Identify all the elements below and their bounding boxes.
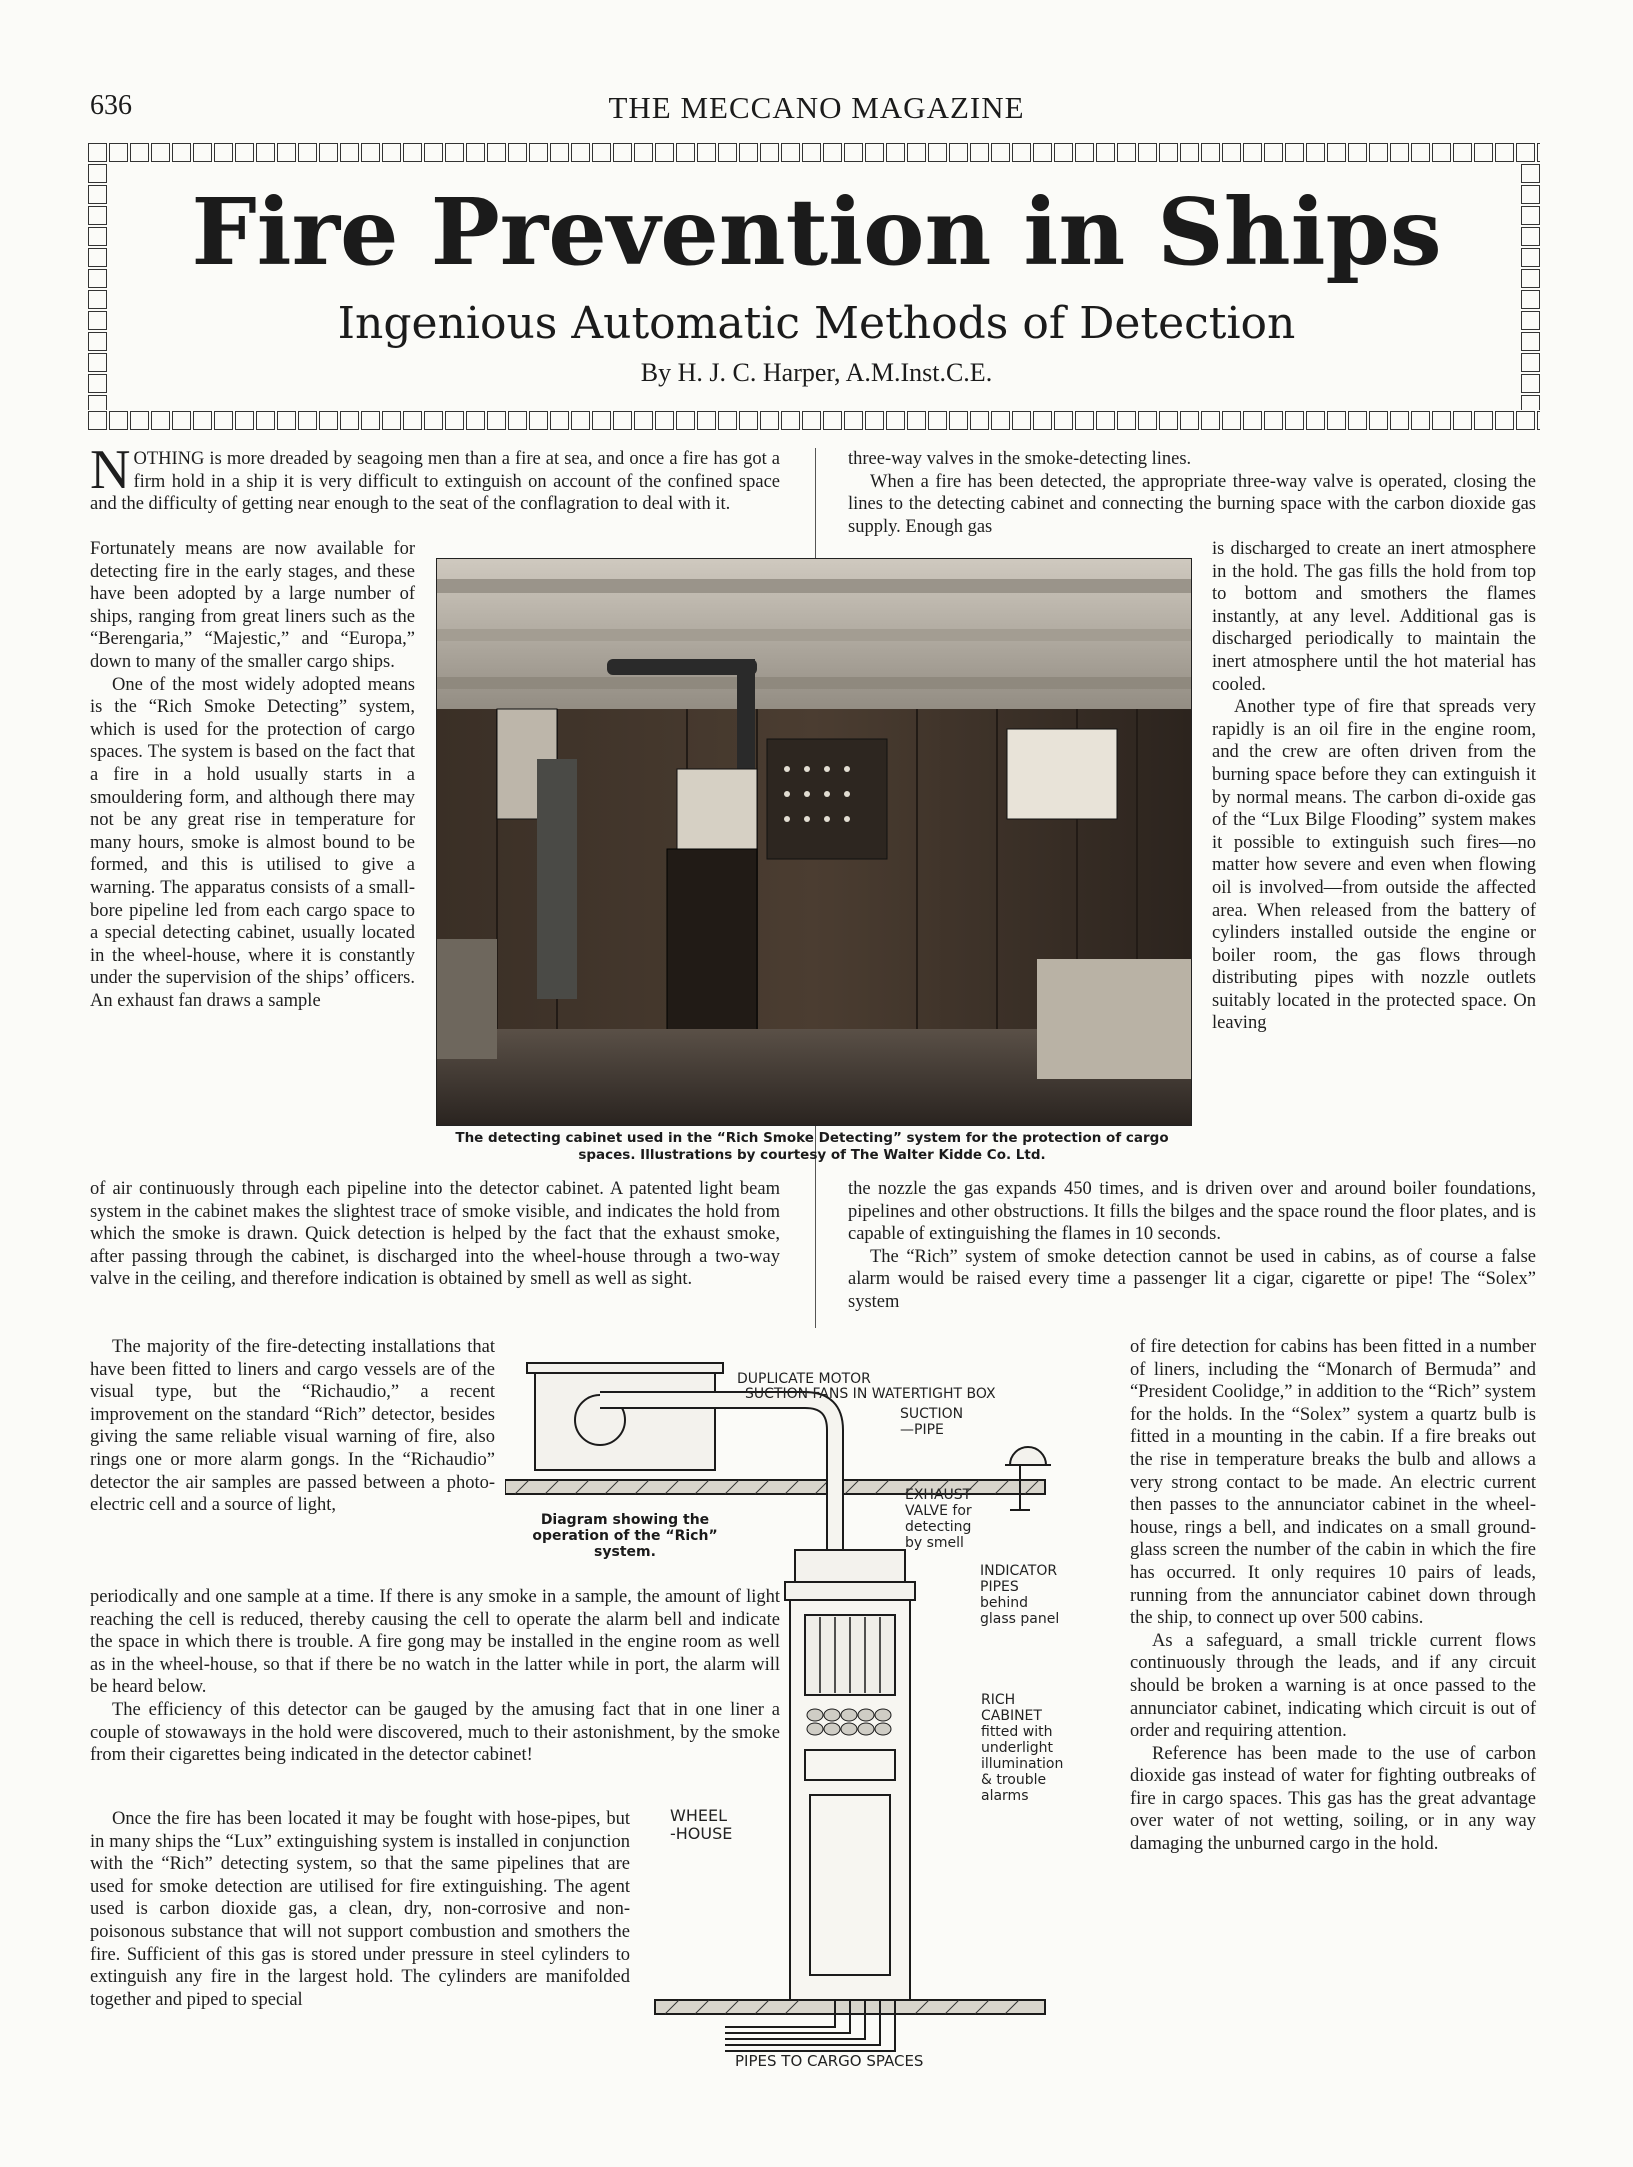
border-square <box>172 411 191 430</box>
col2-narrow2-text <box>1130 1336 1536 2096</box>
border-square <box>949 143 968 162</box>
border-square <box>487 143 506 162</box>
border-square <box>928 143 947 162</box>
border-square <box>1474 411 1493 430</box>
border-square <box>256 143 275 162</box>
border-square <box>214 411 233 430</box>
border-square <box>1537 143 1540 162</box>
border-square <box>571 143 590 162</box>
border-square <box>1453 411 1472 430</box>
border-square <box>403 411 422 430</box>
border-square <box>781 143 800 162</box>
border-square <box>802 143 821 162</box>
border-square <box>445 143 464 162</box>
border-square <box>1516 143 1535 162</box>
page-number: 636 <box>90 90 132 121</box>
border-square <box>1306 411 1325 430</box>
border-square <box>1285 411 1304 430</box>
col1-lead <box>90 439 780 538</box>
border-square <box>865 143 884 162</box>
border-square <box>781 411 800 430</box>
border-square <box>676 143 695 162</box>
paragraph: of fire detection for cabins has been fitted in a number of liners, including the “Monarch of Bermuda” and “President Coolidge,” in addition to the “Rich” system for the holds. In the “Solex” system a quartz bulb is fitted in a mounting in the cabin. If a fire breaks out the rise in temperature breaks the bulb and allows a very strong contact to be made. An electric current then passes to the annunciator cabinet in the wheel-house, rings a bell, and indicates on a small ground-glass screen the number of the cabin in which the fire has occurred. It only requires 10 pairs of leads, running from the annunciator cabinet down through the ship, to connect up over 500 cabins. <box>1130 1337 1536 1629</box>
border-square <box>1521 395 1540 410</box>
border-square <box>886 143 905 162</box>
border-square <box>1159 143 1178 162</box>
border-square <box>1369 411 1388 430</box>
border-square <box>424 411 443 430</box>
border-square <box>319 143 338 162</box>
border-square <box>928 411 947 430</box>
border-square <box>508 143 527 162</box>
paragraph: One of the most widely adopted means is the “Rich Smoke Detecting” system, which is used for the protection of cargo spaces. The system is based on the fact that a fire in a hold usually starts in a smouldering form, and although there may not be any great rise in temperature for many hours, smoke is almost bound to be formed, and this is utilised to give a warning. The apparatus consists of a small-bore pipeline led from each cargo space to a special detecting cabinet, usually located in the wheel-house, where it is constantly under the supervision of the ships’ officers. An exhaust fan draws a sample <box>90 674 415 1011</box>
border-square <box>1453 143 1472 162</box>
border-square <box>760 143 779 162</box>
border-square <box>109 143 128 162</box>
border-square <box>613 411 632 430</box>
border-square <box>445 411 464 430</box>
border-square <box>571 411 590 430</box>
border-square <box>970 143 989 162</box>
border-square <box>1243 143 1262 162</box>
border-square <box>151 143 170 162</box>
col2-mid-text <box>848 1178 1536 1338</box>
title-border-top <box>88 143 1540 163</box>
border-square <box>1201 143 1220 162</box>
border-square <box>991 411 1010 430</box>
border-square <box>382 411 401 430</box>
paragraph: of air continuously through each pipeline into the detector cabinet. A patented light beam system in the cabinet makes the slightest trace of smoke visible, and indicates the hold from which the smoke is drawn. Quick detection is helped by the fact that the exhaust smoke, after passing through the cabinet, is discharged into the wheel-house through a two-way valve in the ceiling, and therefore indication is obtained by smell as well as sight. <box>90 1179 780 1290</box>
drop-cap: N <box>90 439 131 501</box>
paragraph: Another type of fire that spreads very rapidly is an oil fire in the engine room, and the crew are often driven from the burning space before they can extinguish it by normal means. The carbon di-oxide gas of the “Lux Bilge Flooding” system makes it possible to extinguish such fires—no matter how severe and even when flowing oil is involved—from outside the affected area. When released from the battery of cylinders installed outside the engine or boiler room, the gas flows through distributing pipes with nozzle outlets suitably located in the protected space. On leaving <box>1212 697 1536 1034</box>
border-square <box>1264 411 1283 430</box>
border-square <box>1243 411 1262 430</box>
border-square <box>718 411 737 430</box>
border-square <box>466 411 485 430</box>
border-square <box>1495 411 1514 430</box>
photo-caption: The detecting cabinet used in the “Rich Smoke Detecting” system for the protection of cargo spaces. Illustrations by courtesy of The Walter Kidde Co. Ltd. <box>455 1130 1169 1163</box>
border-square <box>1033 411 1052 430</box>
paragraph: The majority of the fire-detecting installations that have been fitted to liners and cargo vessels are of the visual type, but the “Richaudio,” a recent improvement on the standard “Rich” detector, besides giving the same reliable visual warning of fire, also rings one or more alarm gongs. In the “Richaudio” detector the air samples are passed between a photo-electric cell and a source of light, <box>90 1337 495 1516</box>
border-square <box>592 411 611 430</box>
paragraph: the nozzle the gas expands 450 times, and is driven over and around boiler foundations, pipelines and other obstructions. It fills the bilges and the space round the floor plates, and is capable of extinguishing the flames in 10 seconds. <box>848 1179 1536 1245</box>
border-square <box>907 411 926 430</box>
border-square <box>529 143 548 162</box>
border-square <box>361 411 380 430</box>
article-subtitle: Ingenious Automatic Methods of Detection <box>337 298 1296 349</box>
border-square <box>340 143 359 162</box>
border-square <box>1264 143 1283 162</box>
paragraph: When a fire has been detected, the appropriate three-way valve is operated, closing the lines to the detecting cabinet and connecting the burning space with the carbon dioxide gas supply. Enough gas <box>848 471 1536 537</box>
border-square <box>676 411 695 430</box>
border-square <box>1222 143 1241 162</box>
article-byline: By H. J. C. Harper, A.M.Inst.C.E. <box>640 358 993 387</box>
border-square <box>1033 143 1052 162</box>
border-square <box>193 143 212 162</box>
paragraph: Once the fire has been located it may be fought with hose-pipes, but in many ships the “Lux” extinguishing system is installed in conjunction with the “Rich” detecting system, so that the same pipelines that are used for smoke detection are utilised for fire extinguishing. The agent used is carbon dioxide gas, a clean, dry, non-corrosive and non-poisonous substance that will not support combustion and smothers the fire. Sufficient of this gas is stored under pressure in steel cylinders to extinguish any fire in the largest hold. The cylinders are manifolded together and piped to special <box>90 1809 630 2010</box>
border-square <box>424 143 443 162</box>
border-square <box>739 411 758 430</box>
magazine-title: THE MECCANO MAGAZINE <box>608 90 1025 125</box>
border-square <box>88 143 107 162</box>
article-title: Fire Prevention in Ships <box>191 178 1442 286</box>
border-square <box>823 143 842 162</box>
border-square <box>1348 411 1367 430</box>
border-square <box>697 411 716 430</box>
border-square <box>613 143 632 162</box>
border-square <box>949 411 968 430</box>
border-square <box>1180 411 1199 430</box>
border-square <box>1180 143 1199 162</box>
border-square <box>844 411 863 430</box>
border-square <box>592 143 611 162</box>
border-square <box>739 143 758 162</box>
label-rich-cabinet: RICH CABINET fitted with underlight illumination & trouble alarms <box>981 1692 1064 1804</box>
lead-paragraph: OTHING is more dreaded by seagoing men than a fire at sea, and once a fire has got a firm hold in a ship it is very difficult to extinguish on account of the confined space and the difficulty of getting near enough to the seat of the conflagration to deal with it. <box>90 449 780 515</box>
title-border-bottom <box>88 411 1540 431</box>
border-square <box>1432 411 1451 430</box>
border-square <box>235 143 254 162</box>
border-square <box>1390 411 1409 430</box>
border-square <box>1075 411 1094 430</box>
border-square <box>466 143 485 162</box>
border-square <box>1327 411 1346 430</box>
label-indicator-pipes: INDICATOR PIPES behind glass panel <box>980 1563 1060 1627</box>
border-square <box>802 411 821 430</box>
border-square <box>865 411 884 430</box>
border-square <box>1054 143 1073 162</box>
border-square <box>1474 143 1493 162</box>
border-square <box>1054 411 1073 430</box>
border-square <box>1495 143 1514 162</box>
border-square <box>277 143 296 162</box>
border-square <box>109 411 128 430</box>
border-square <box>1516 411 1535 430</box>
col2-top-text <box>848 448 1536 543</box>
border-square <box>1138 411 1157 430</box>
border-square <box>1012 143 1031 162</box>
border-square <box>634 411 653 430</box>
border-square <box>340 411 359 430</box>
label-suction-pipe: SUCTION —PIPE <box>900 1406 964 1438</box>
paragraph: three-way valves in the smoke-detecting lines. <box>848 449 1192 469</box>
border-square <box>1390 143 1409 162</box>
border-square <box>1285 143 1304 162</box>
border-square <box>1138 143 1157 162</box>
border-square <box>634 143 653 162</box>
border-square <box>1306 143 1325 162</box>
border-square <box>130 143 149 162</box>
border-square <box>550 411 569 430</box>
border-square <box>907 143 926 162</box>
border-square <box>151 411 170 430</box>
border-square <box>1117 411 1136 430</box>
label-motor: DUPLICATE MOTOR <box>737 1371 871 1387</box>
border-square <box>1096 143 1115 162</box>
border-square <box>655 143 674 162</box>
border-square <box>1075 143 1094 162</box>
paragraph: Fortunately means are now available for detecting fire in the early stages, and these have been adopted by a large number of ships, ranging from great liners such as the “Berengaria,” “Majestic,” and “Europa,” down to many of the smaller cargo ships. <box>90 539 415 672</box>
diagram-caption: Diagram showing the operation of the “Rich” system. <box>532 1512 718 1560</box>
border-square <box>508 411 527 430</box>
label-suction-fans: SUCTION FANS IN WATERTIGHT BOX <box>745 1386 996 1402</box>
border-square <box>1348 143 1367 162</box>
col2-narrow-text <box>1212 538 1536 1178</box>
border-square <box>382 143 401 162</box>
detecting-cabinet-photo <box>436 558 1192 1126</box>
border-square <box>319 411 338 430</box>
border-square <box>1327 143 1346 162</box>
border-square <box>886 411 905 430</box>
border-square <box>1369 143 1388 162</box>
border-square <box>991 143 1010 162</box>
paragraph: The “Rich” system of smoke detection cannot be used in cabins, as of course a false alarm would be raised every time a passenger lit a cigar, cigarette or pipe! The “Solex” system <box>848 1246 1536 1312</box>
border-square <box>823 411 842 430</box>
border-square <box>1411 143 1430 162</box>
border-square <box>172 143 191 162</box>
border-square <box>88 164 107 183</box>
border-square <box>1537 411 1540 430</box>
paragraph: periodically and one sample at a time. If there is any smoke in a sample, the amount of light reaching the cell is reduced, thereby causing the cell to operate the alarm bell and indicate the space in which there is trouble. A fire gong may be installed in the engine room as well as in the wheel-house, so that if there be no watch in the latter while in port, the alarm will be heard below. <box>90 1587 780 1698</box>
border-square <box>970 411 989 430</box>
border-square <box>88 411 107 430</box>
border-square <box>298 143 317 162</box>
border-square <box>1432 143 1451 162</box>
border-square <box>193 411 212 430</box>
label-wheel-house: WHEEL -HOUSE <box>670 1806 733 1843</box>
border-square <box>298 411 317 430</box>
border-square <box>1012 411 1031 430</box>
border-square <box>403 143 422 162</box>
col1-narrow2-text <box>90 1336 495 1586</box>
label-pipes-cargo: PIPES TO CARGO SPACES <box>735 2052 924 2070</box>
border-square <box>214 143 233 162</box>
col1-mid-text <box>90 1178 780 1338</box>
border-square <box>1222 411 1241 430</box>
border-square <box>697 143 716 162</box>
border-square <box>235 411 254 430</box>
border-square <box>760 411 779 430</box>
paragraph: is discharged to create an inert atmosphere in the hold. The gas fills the hold from top to bottom and smothers the flames instantly, at any level. Additional gas is discharged periodically to maintain the inert atmosphere until the hot material has cooled. <box>1212 539 1536 695</box>
paragraph: Reference has been made to the use of carbon dioxide gas instead of water for fighting outbreaks of fire in cargo spaces. This gas has the great advantage over water of not wetting, soiling, or in any way damaging the unburned cargo in the hold. <box>1130 1743 1536 1855</box>
border-square <box>655 411 674 430</box>
label-exhaust-valve: EXHAUST VALVE for detecting by smell <box>905 1487 972 1551</box>
border-square <box>718 143 737 162</box>
border-square <box>844 143 863 162</box>
border-square <box>550 143 569 162</box>
border-square <box>529 411 548 430</box>
border-square <box>487 411 506 430</box>
paragraph: As a safeguard, a small trickle current flows continuously through the leads, and if any circuit should be broken a warning is at once passed to the annunciator cabinet, indicating which circuit is out of order and requiring attention. <box>1130 1630 1536 1742</box>
border-square <box>1159 411 1178 430</box>
border-square <box>88 395 107 410</box>
border-square <box>277 411 296 430</box>
border-square <box>1521 164 1540 183</box>
col1-narrow-text <box>90 538 415 1178</box>
border-square <box>1117 143 1136 162</box>
border-square <box>256 411 275 430</box>
paragraph: The efficiency of this detector can be gauged by the amusing fact that in one liner a couple of stowaways in the hold were discovered, much to their astonishment, by the smoke from their cigarettes being indicated in the detector cabinet! <box>90 1699 780 1766</box>
rich-system-diagram <box>505 1355 1115 2075</box>
border-square <box>1201 411 1220 430</box>
border-square <box>1411 411 1430 430</box>
border-square <box>130 411 149 430</box>
border-square <box>1096 411 1115 430</box>
border-square <box>361 143 380 162</box>
